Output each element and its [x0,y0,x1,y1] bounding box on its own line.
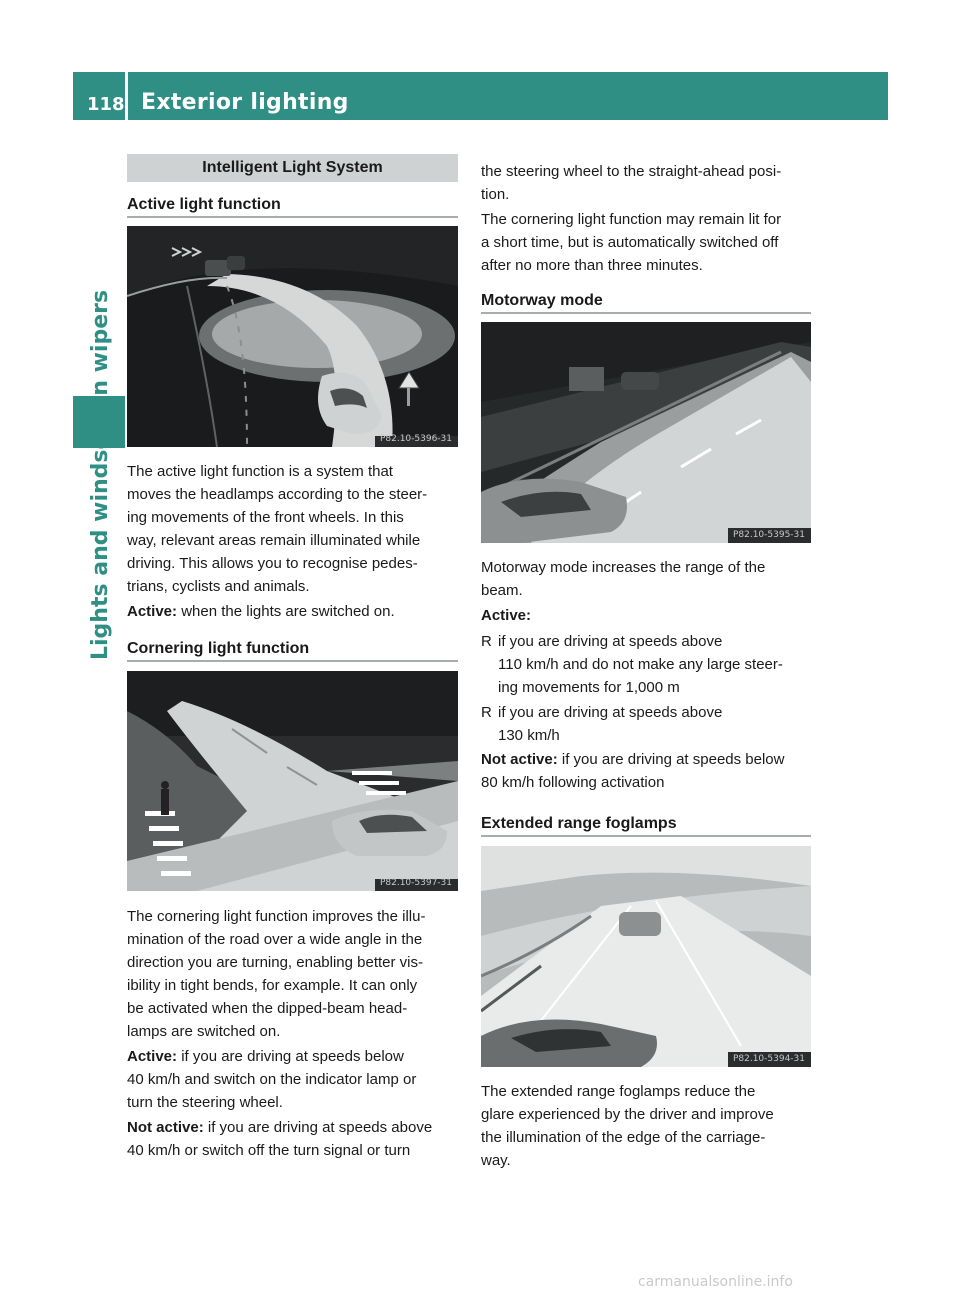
paragraph-active-light-line2: moves the headlamps according to the steer- [127,486,428,503]
paragraph-cornering-line2: mination of the road over a wide angle in the [127,931,423,948]
cornering-continued-line2: tion. [481,186,510,203]
paragraph-foglamps-line3: the illumination of the edge of the carriage- [481,1129,766,1146]
paragraph-cornering-line1: The cornering light function improves the illu- [127,908,426,925]
active-label: Active: [127,603,178,620]
section-heading [127,154,458,182]
active-text: when the lights are switched on. [177,603,395,620]
cornering-continued-line1: the steering wheel to the straight-ahead posi- [481,163,782,180]
motorway-active-label: Active: [481,607,532,624]
page-number-box [73,72,125,120]
list-item [481,701,811,747]
bullet2-line1: if you are driving at speeds above [498,704,723,721]
heading-active-light: Active light function [127,196,281,213]
paragraph-motorway-line2: beam. [481,582,523,599]
heading-rule [481,835,811,837]
not-active-text: if you are driving at speeds above [203,1119,433,1136]
cornering-remain-line2: a short time, but is automatically switched off [481,234,779,251]
figure-extended-range-foglamps [481,846,811,1067]
bullet1-line3: ing movements for 1,000 m [498,679,680,696]
side-tab-label: Lights and windscreen wipers [88,289,113,660]
figure-code: P82.10-5397-31 [379,878,452,888]
figure-cornering-light [127,671,458,891]
active-light-active-line [127,600,395,623]
figure-motorway-mode [481,322,811,543]
paragraph-cornering-line3: direction you are turning, enabling better vis- [127,954,424,971]
cornering-remain-line1: The cornering light function may remain lit for [481,211,782,228]
heading-cornering-light: Cornering light function [127,640,310,657]
heading-rule [127,216,458,218]
heading-extended-range-foglamps: Extended range foglamps [481,815,677,832]
figure-code: P82.10-5396-31 [379,434,452,444]
not-active-text: if you are driving at speeds below [557,751,785,768]
motorway-not-active-line2: 80 km/h following activation [481,774,665,791]
cornering-active-line2: 40 km/h and switch on the indicator lamp or [127,1071,417,1088]
paragraph-foglamps-line1: The extended range foglamps reduce the [481,1083,756,1100]
list-item [481,630,811,699]
heading-motorway-mode: Motorway mode [481,292,603,309]
figure-code: P82.10-5395-31 [732,530,805,540]
figure-motorway-mode-illustration [481,322,811,543]
not-active-label: Not active: [481,751,558,768]
figure-active-light-illustration [127,226,458,447]
heading-rule [481,312,811,314]
figure-active-light [127,226,458,447]
paragraph-motorway-line1: Motorway mode increases the range of the [481,559,766,576]
paragraph-cornering-line6: lamps are switched on. [127,1023,281,1040]
paragraph-cornering-line5: be activated when the dipped-beam head- [127,1000,408,1017]
watermark: carmanualsonline.info [638,1274,793,1290]
not-active-label: Not active: [127,1119,204,1136]
bullet-marker: R [481,704,492,721]
bullet-marker: R [481,633,492,650]
active-text: if you are driving at speeds below [177,1048,404,1065]
paragraph-active-light-line4: way, relevant areas remain illuminated while [127,532,421,549]
active-label: Active: [127,1048,178,1065]
chapter-title: Exterior lighting [141,90,349,115]
cornering-remain-line3: after no more than three minutes. [481,257,703,274]
bullet1-line1: if you are driving at speeds above [498,633,723,650]
cornering-not-active-line1 [127,1116,432,1139]
figure-code: P82.10-5394-31 [732,1054,805,1064]
figure-cornering-light-illustration [127,671,458,891]
page-number: 118 [87,94,125,115]
cornering-active-line3: turn the steering wheel. [127,1094,283,1111]
bullet2-line2: 130 km/h [498,727,560,744]
paragraph-foglamps-line4: way. [481,1152,511,1169]
paragraph-foglamps-line2: glare experienced by the driver and improve [481,1106,774,1123]
motorway-not-active-line1 [481,748,784,771]
paragraph-active-light-line1: The active light function is a system that [127,463,393,480]
bullet1-line2: 110 km/h and do not make any large steer- [498,656,783,673]
figure-foglamps-illustration [481,846,811,1067]
paragraph-active-light-line6: trians, cyclists and animals. [127,578,310,595]
paragraph-cornering-line4: ibility in tight bends, for example. It can only [127,977,418,994]
heading-rule [127,660,458,662]
paragraph-active-light-line3: ing movements of the front wheels. In this [127,509,404,526]
cornering-not-active-line2: 40 km/h or switch off the turn signal or turn [127,1142,411,1159]
chapter-header [128,72,888,120]
paragraph-active-light-line5: driving. This allows you to recognise pedes- [127,555,418,572]
section-title: Intelligent Light System [202,159,383,176]
cornering-active-line1 [127,1045,404,1068]
